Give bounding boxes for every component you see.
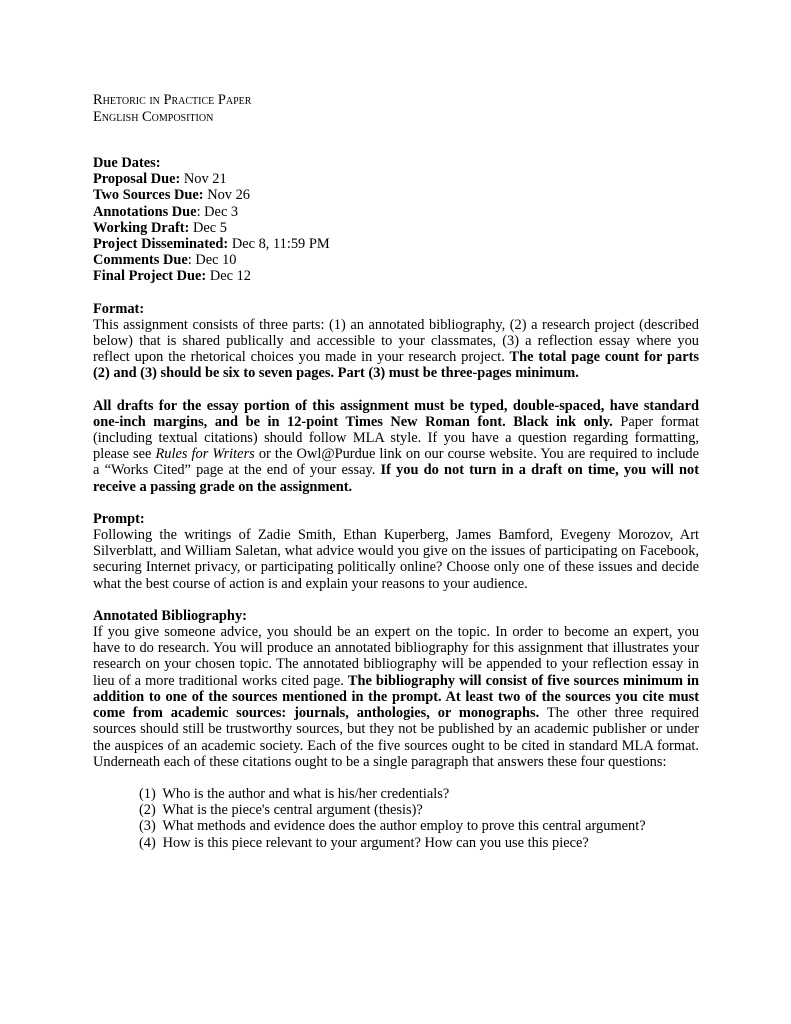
bibliography-requirements: The bibliography will consist of five sources minimum in addition to one of the sources mentioned in the prompt. At least two of the sources you cite must come from academic sources: journals, anthologies, or monographs. xyxy=(93,672,699,722)
due-date-row xyxy=(93,268,699,284)
due-date-row xyxy=(93,220,699,236)
due-date-label: Final Project Due: xyxy=(93,268,207,285)
format-paragraph xyxy=(93,317,699,382)
due-date-value: : Dec 3 xyxy=(196,203,239,220)
question-number: (4) xyxy=(139,834,156,851)
due-date-label: Two Sources Due: xyxy=(93,187,204,204)
list-item xyxy=(139,786,699,802)
course-name: English Composition xyxy=(93,109,214,125)
prompt-heading: Prompt: xyxy=(93,510,145,527)
due-dates-section xyxy=(93,155,699,285)
due-date-row xyxy=(93,171,699,187)
rules-for-writers-title: Rules for Writers xyxy=(155,446,255,463)
document-page xyxy=(93,92,699,851)
questions-list xyxy=(93,786,699,851)
due-date-row xyxy=(93,187,699,203)
question-text: How is this piece relevant to your argument? How can you use this piece? xyxy=(162,834,589,851)
due-date-label: Proposal Due: xyxy=(93,171,181,188)
bibliography-paragraph xyxy=(93,624,699,770)
prompt-section xyxy=(93,511,699,592)
list-item xyxy=(139,835,699,851)
due-date-value: Nov 21 xyxy=(180,171,227,188)
due-date-row xyxy=(93,204,699,220)
due-date-value: Dec 12 xyxy=(206,268,251,285)
due-date-label: Comments Due xyxy=(93,252,188,269)
drafts-text: Paper format (including textual citations) should follow MLA style. If you have a question regarding formatting, please see xyxy=(93,413,699,463)
bibliography-text-continued: The other three required sources should still be trustworthy sources, but they not be published by an academic publisher or under the auspices of an academic society. Each of the five sources ought to be cited in standard MLA format. Underneath each of these citations ought to be a single paragraph that answers these four questions: xyxy=(93,705,699,770)
due-date-label: Working Draft: xyxy=(93,219,190,236)
due-dates-heading: Due Dates: xyxy=(93,155,161,171)
list-item xyxy=(139,802,699,818)
due-date-value: Dec 5 xyxy=(189,219,227,236)
question-number: (3) xyxy=(139,818,156,835)
format-heading: Format: xyxy=(93,300,145,317)
due-date-row xyxy=(93,236,699,252)
question-text: What methods and evidence does the author employ to prove this central argument? xyxy=(162,818,646,835)
list-item xyxy=(139,818,699,834)
question-number: (1) xyxy=(139,785,156,802)
question-text: Who is the author and what is his/her credentials? xyxy=(162,785,450,802)
due-date-row xyxy=(93,252,699,268)
due-date-value: Dec 8, 11:59 PM xyxy=(228,236,330,253)
due-date-value: : Dec 10 xyxy=(187,252,237,269)
due-date-value: Nov 26 xyxy=(203,187,250,204)
format-emphasis: The total page count for parts (2) and (3) should be six to seven pages. Part (3) must be three-pages minimum. xyxy=(93,349,699,382)
prompt-paragraph: Following the writings of Zadie Smith, Ethan Kuperberg, James Bamford, Evegeny Morozov, Art Silverblatt, and William Saletan, what advice would you give on the issues of participating on Facebook, securing Internet privacy, or participating politically online? Choose only one of these issues and decide what the best course of action is and explain your reasons to your audience. xyxy=(93,527,699,592)
drafts-warning: If you do not turn in a draft on time, you will not receive a passing grade on the assignment. xyxy=(93,462,699,495)
bibliography-heading: Annotated Bibliography: xyxy=(93,607,247,624)
assignment-title: Rhetoric in Practice Paper xyxy=(93,92,252,108)
question-number: (2) xyxy=(139,802,156,819)
format-section xyxy=(93,301,699,495)
document-header xyxy=(93,92,699,126)
question-text: What is the piece's central argument (thesis)? xyxy=(162,802,423,819)
drafts-text-continued: or the Owl@Purdue link on our course website. You are required to include a “Works Cited” page at the end of your essay. xyxy=(93,446,700,479)
drafts-requirements: All drafts for the essay portion of this assignment must be typed, double-spaced, have standard one-inch margins, and be in 12-point Times New Roman font. Black ink only. xyxy=(93,397,699,430)
due-date-label: Annotations Due xyxy=(93,203,197,220)
bibliography-text: If you give someone advice, you should be an expert on the topic. In order to become an expert, you have to do research. You will produce an annotated bibliography for this assignment that illustrates your research on your chosen topic. The annotated bibliography will be appended to your reflection essay in lieu of a more traditional works cited page. xyxy=(93,624,699,689)
drafts-paragraph xyxy=(93,398,699,495)
bibliography-section xyxy=(93,608,699,851)
due-date-label: Project Disseminated: xyxy=(93,236,229,253)
format-text: This assignment consists of three parts: (1) an annotated bibliography, (2) a research project (described below) that is shared publically and accessible to your classmates, (3) a reflection essay where you reflect upon the rhetorical choices you made in your research project. xyxy=(93,316,699,366)
